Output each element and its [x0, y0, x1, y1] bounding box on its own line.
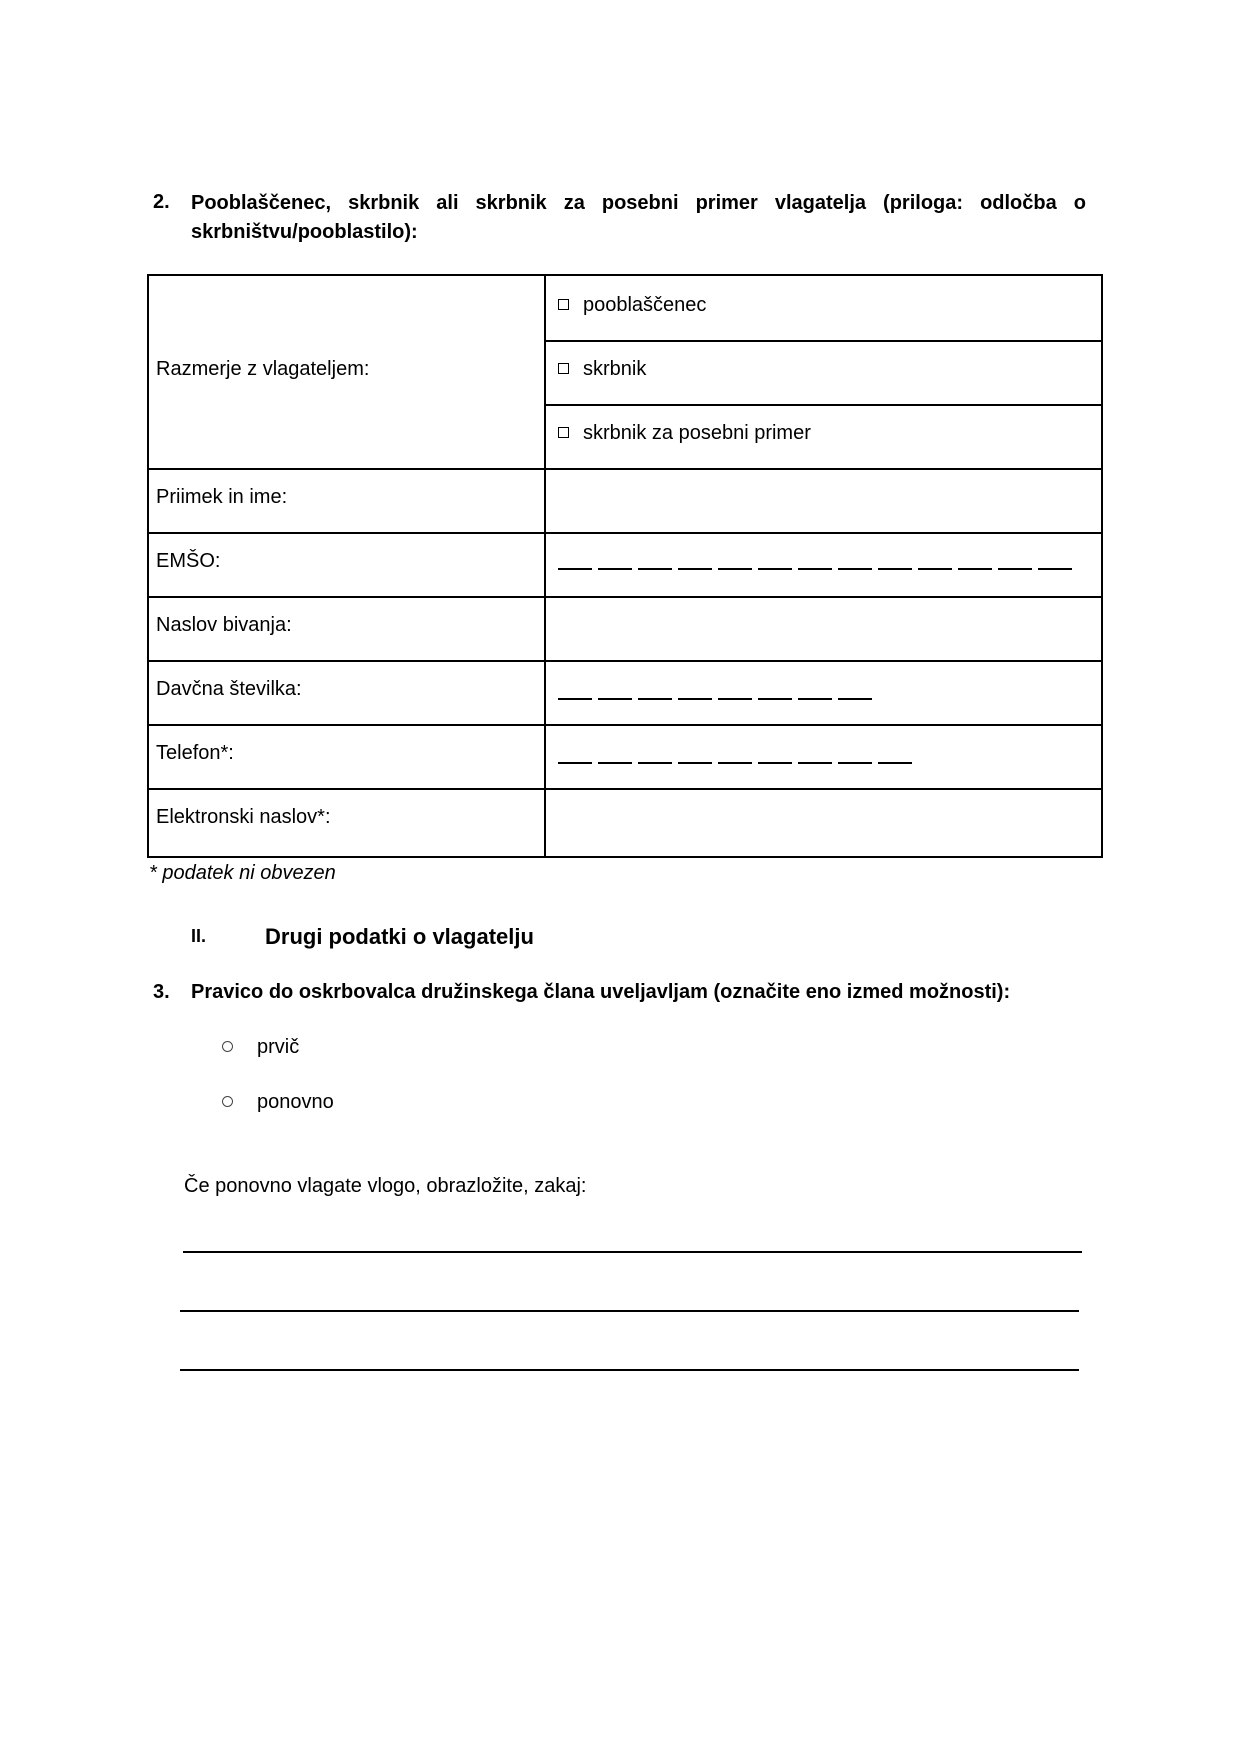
- digit-slot[interactable]: [918, 568, 952, 570]
- checkbox-icon[interactable]: [558, 299, 569, 310]
- emso-label: EMŠO:: [156, 550, 221, 572]
- option-again[interactable]: ponovno: [222, 1091, 334, 1114]
- digit-slot[interactable]: [558, 762, 592, 764]
- digit-slot[interactable]: [838, 568, 872, 570]
- name-field[interactable]: [546, 470, 1101, 532]
- checkbox-icon[interactable]: [558, 363, 569, 374]
- digit-slot[interactable]: [798, 698, 832, 700]
- phone-field[interactable]: [558, 762, 912, 764]
- digit-slot[interactable]: [638, 762, 672, 764]
- digit-slot[interactable]: [758, 762, 792, 764]
- digit-slot[interactable]: [998, 568, 1032, 570]
- address-field[interactable]: [546, 598, 1101, 660]
- radio-icon[interactable]: [222, 1041, 233, 1052]
- email-field[interactable]: [546, 790, 1101, 856]
- digit-slot[interactable]: [678, 762, 712, 764]
- digit-slot[interactable]: [598, 762, 632, 764]
- option-first-time[interactable]: prvič: [222, 1036, 299, 1059]
- digit-slot[interactable]: [718, 698, 752, 700]
- section-title: Drugi podatki o vlagatelju: [265, 924, 534, 949]
- digit-slot[interactable]: [598, 568, 632, 570]
- table-row-divider: [149, 532, 1101, 534]
- phone-label: Telefon*:: [156, 742, 234, 764]
- digit-slot[interactable]: [838, 698, 872, 700]
- tax-number-label: Davčna številka:: [156, 678, 302, 700]
- explanation-label: Če ponovno vlagate vlogo, obrazložite, zakaj:: [184, 1175, 587, 1197]
- digit-slot[interactable]: [678, 568, 712, 570]
- address-label: Naslov bivanja:: [156, 614, 292, 636]
- digit-slot[interactable]: [598, 698, 632, 700]
- table-row-divider: [546, 404, 1101, 406]
- question-3-text: Pravico do oskrbovalca družinskega člana uveljavljam (označite eno izmed možnosti):: [191, 981, 1011, 1003]
- email-label: Elektronski naslov*:: [156, 806, 331, 828]
- tax-number-field[interactable]: [558, 698, 872, 700]
- question-2-number: 2.: [153, 191, 170, 213]
- digit-slot[interactable]: [798, 568, 832, 570]
- explanation-line[interactable]: [183, 1251, 1082, 1253]
- table-row-divider: [546, 340, 1101, 342]
- emso-field[interactable]: [558, 568, 1072, 570]
- digit-slot[interactable]: [758, 698, 792, 700]
- footnote: * podatek ni obvezen: [149, 862, 336, 884]
- digit-slot[interactable]: [558, 568, 592, 570]
- digit-slot[interactable]: [878, 568, 912, 570]
- section-number: II.: [191, 926, 207, 946]
- name-label: Priimek in ime:: [156, 486, 288, 508]
- digit-slot[interactable]: [958, 568, 992, 570]
- explanation-line[interactable]: [180, 1310, 1079, 1312]
- digit-slot[interactable]: [758, 568, 792, 570]
- digit-slot[interactable]: [718, 568, 752, 570]
- digit-slot[interactable]: [718, 762, 752, 764]
- relation-label: Razmerje z vlagateljem:: [156, 358, 370, 380]
- question-2-text: Pooblaščenec, skrbnik ali skrbnik za posebni primer vlagatelja (priloga: odločba o skrbništvu/pooblastilo):: [191, 192, 1086, 243]
- digit-slot[interactable]: [558, 698, 592, 700]
- table-row-divider: [149, 660, 1101, 662]
- digit-slot[interactable]: [798, 762, 832, 764]
- digit-slot[interactable]: [878, 762, 912, 764]
- representative-table: [147, 274, 1103, 858]
- table-row-divider: [149, 724, 1101, 726]
- digit-slot[interactable]: [678, 698, 712, 700]
- digit-slot[interactable]: [638, 698, 672, 700]
- option-special-guardian[interactable]: skrbnik za posebni primer: [558, 422, 811, 445]
- explanation-line[interactable]: [180, 1369, 1079, 1371]
- question-3-number: 3.: [153, 981, 170, 1003]
- digit-slot[interactable]: [838, 762, 872, 764]
- checkbox-icon[interactable]: [558, 427, 569, 438]
- digit-slot[interactable]: [1038, 568, 1072, 570]
- option-guardian[interactable]: skrbnik: [558, 358, 646, 381]
- table-column-divider: [544, 276, 546, 856]
- option-authorized-person[interactable]: pooblaščenec: [558, 294, 706, 317]
- radio-icon[interactable]: [222, 1096, 233, 1107]
- digit-slot[interactable]: [638, 568, 672, 570]
